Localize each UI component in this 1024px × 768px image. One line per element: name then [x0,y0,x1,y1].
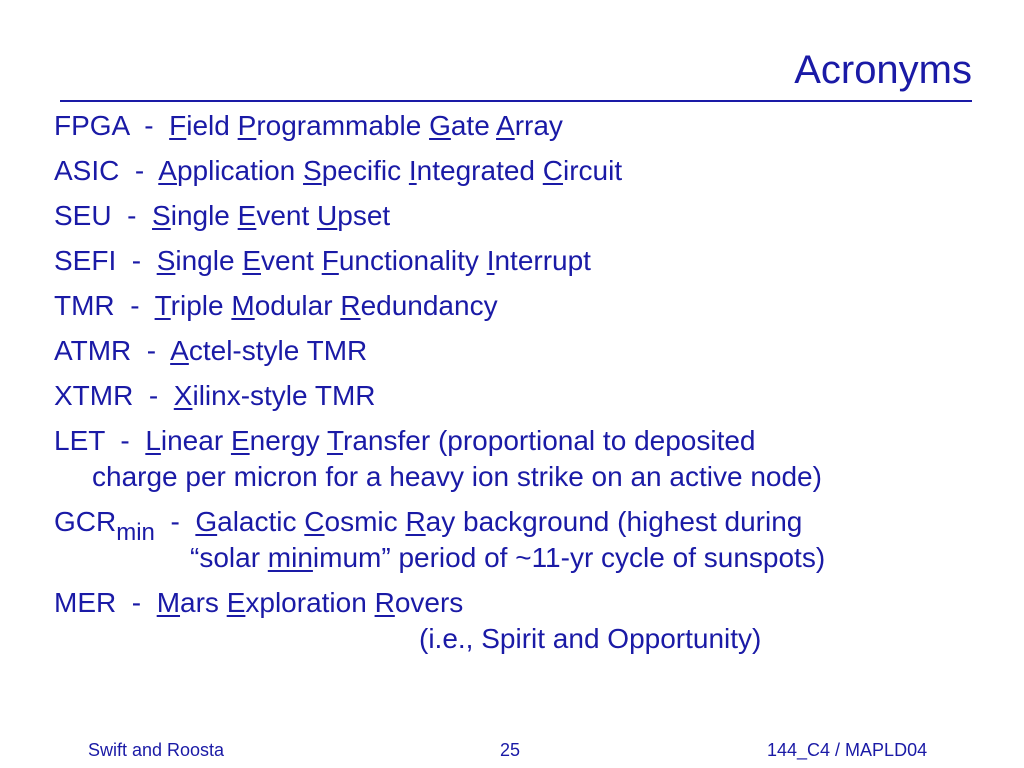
initial-letter: E [237,200,257,231]
initial-letter: X [173,380,193,411]
word-fragment: rray [514,110,563,141]
word-fragment: odular [254,290,341,321]
acronym-line [54,198,1004,234]
initial-letter: I [408,155,417,186]
acronym-item [54,333,1004,369]
word-fragment: ars [180,587,227,618]
word-fragment: pecific [321,155,409,186]
acronym-line [54,108,1004,144]
word-fragment: ircuit [563,155,623,186]
word-fragment: vent [256,200,318,231]
acronym-separator: - [131,335,171,366]
initial-letter: I [486,245,495,276]
initial-letter: U [317,200,338,231]
initial-letter: S [156,245,176,276]
initial-letter: S [303,155,322,186]
initial-letter: M [231,290,255,321]
initial-letter: T [326,425,344,456]
acronym-item [54,288,1004,324]
word-fragment: ingle [170,200,238,231]
word-fragment: pset [337,200,391,231]
initial-letter: min [267,542,313,573]
acronym-item [54,153,1004,189]
acronym-item [54,378,1004,414]
acronym-line [54,378,1004,414]
initial-letter: M [156,587,181,618]
acronym-line [54,333,1004,369]
initial-letter: C [304,506,325,537]
word-fragment: riple [170,290,232,321]
initial-letter: G [195,506,218,537]
initial-letter: E [242,245,261,276]
acronym-item [54,243,1004,279]
word-fragment: ingle [175,245,243,276]
acronym-item [54,504,1004,576]
word-fragment: alactic [217,506,305,537]
initial-letter: E [230,425,250,456]
word-fragment: pplication [176,155,304,186]
word-fragment: ate [450,110,497,141]
initial-letter: A [170,335,189,366]
initial-letter: A [158,155,177,186]
acronym-abbreviation: FPGA [54,110,129,141]
word-fragment: imum” period of ~11-yr cycle of sunspots) [312,542,826,573]
acronym-abbreviation: SEFI [54,245,117,276]
acronym-abbreviation: SEU [54,200,112,231]
initial-letter: P [237,110,257,141]
acronym-item [54,423,1004,495]
acronym-separator: - [154,506,196,537]
acronym-line [54,243,1004,279]
acronym-line [54,153,1004,189]
word-fragment: “solar [190,542,268,573]
word-fragment: unctionality [338,245,487,276]
word-fragment: edundancy [360,290,498,321]
acronym-separator: - [104,425,146,456]
word-fragment: nterrupt [494,245,591,276]
word-fragment: vent [261,245,322,276]
initial-letter: L [145,425,161,456]
acronym-line [54,504,1004,546]
word-fragment: osmic [324,506,406,537]
acronym-separator: - [119,155,159,186]
acronym-line [54,288,1004,324]
word-fragment: ay background (highest during [425,506,803,537]
acronym-separator: - [116,245,157,276]
footer-code: 144_C4 / MAPLD04 [767,740,928,760]
word-fragment: overs [394,587,464,618]
initial-letter: R [340,290,361,321]
acronym-abbreviation: GCR [54,506,117,537]
footer-author: Swift and Roosta [88,740,225,760]
acronym-list [54,108,1004,666]
acronym-item [54,108,1004,144]
acronym-abbreviation: ATMR [54,335,132,366]
acronym-line [54,585,1004,621]
title-divider [60,100,972,102]
acronym-subscript: min [116,519,155,546]
acronym-item [54,198,1004,234]
acronym-continuation: (i.e., Spirit and Opportunity) [419,623,762,654]
word-fragment: ransfer (proportional to deposited [343,425,756,456]
acronym-separator: - [111,200,153,231]
word-fragment: xploration [245,587,375,618]
acronym-abbreviation: ASIC [54,155,120,186]
word-fragment: ilinx-style TMR [192,380,376,411]
acronym-separator: - [114,290,155,321]
acronym-separator: - [128,110,170,141]
footer-page-number: 25 [500,740,521,760]
acronym-separator: - [133,380,174,411]
acronym-abbreviation: LET [54,425,105,456]
initial-letter: S [152,200,171,231]
initial-letter: A [496,110,515,141]
acronym-line [54,423,1004,459]
slide-title: Acronyms [794,48,972,92]
initial-letter: E [226,587,246,618]
initial-letter: C [542,155,564,186]
acronym-continuation: charge per micron for a heavy ion strike on an active node) [92,461,822,492]
initial-letter: R [405,506,426,537]
word-fragment: rogrammable [256,110,430,141]
word-fragment: inear [160,425,231,456]
initial-letter: F [169,110,187,141]
word-fragment: ield [186,110,238,141]
initial-letter: F [321,245,339,276]
acronym-separator: - [116,587,157,618]
acronym-abbreviation: MER [54,587,117,618]
acronym-abbreviation: XTMR [54,380,134,411]
initial-letter: T [154,290,171,321]
initial-letter: R [374,587,395,618]
acronym-continuation [54,540,1004,576]
acronym-abbreviation: TMR [54,290,115,321]
word-fragment: ntegrated [416,155,543,186]
word-fragment: ctel-style TMR [188,335,368,366]
word-fragment: nergy [249,425,327,456]
initial-letter: G [429,110,451,141]
acronym-item [54,585,1004,657]
